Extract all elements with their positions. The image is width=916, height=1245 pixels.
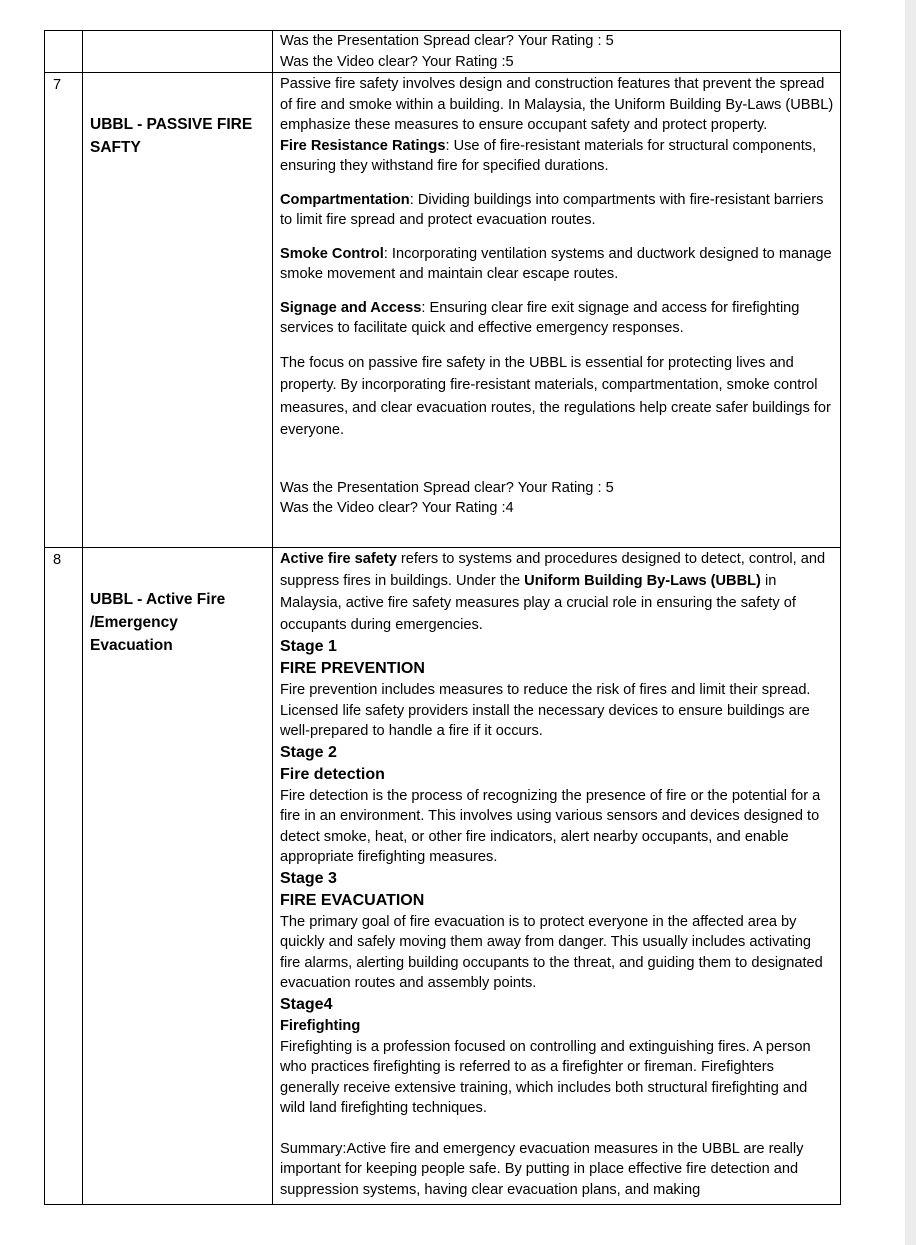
stage-text: Fire prevention includes measures to reduce the risk of fires and limit their spread. Licensed life safety providers install the necessary devices to ensure buildings are well-prepared to handle a fire if it occurs. bbox=[280, 682, 811, 739]
conclusion-paragraph: The focus on passive fire safety in the UBBL is essential for protecting lives and property. By incorporating fire-resistant materials, compartmentation, smoke control measures, and clear evacuation routes, the regulations help create safer buildings for everyone. bbox=[280, 354, 831, 438]
evaluation-table bbox=[44, 30, 841, 1205]
list-item bbox=[280, 136, 834, 177]
item-term: Signage and Access bbox=[280, 299, 422, 316]
intro-paragraph: Passive fire safety involves design and construction features that prevent the spread of fire and smoke within a building. In Malaysia, the Uniform Building By-Laws (UBBL) emphasize these measures to ensure occupant safety and protect property. bbox=[280, 76, 834, 133]
presentation-rating: Was the Presentation Spread clear? Your Rating : 5 bbox=[280, 479, 614, 496]
summary-paragraph: Summary:Active fire and emergency evacuation measures in the UBBL are really important for keeping people safe. By putting in place effective fire detection and suppression systems, having clear evacuation plans, and making bbox=[280, 1140, 804, 1198]
row-content bbox=[273, 73, 841, 548]
stage-label: Stage4 bbox=[280, 995, 333, 1013]
item-term: Smoke Control bbox=[280, 245, 384, 262]
list-item bbox=[280, 244, 834, 285]
stage-text: Fire detection is the process of recognizing the presence of fire or the potential for a fire in an environment. This involves using various sensors and devices designed to detect smoke, heat, or other fire indicators, alert nearby occupants, and enable appropriate firefighting measures. bbox=[280, 787, 821, 865]
row-title: UBBL - Active Fire /Emergency Evacuation bbox=[90, 591, 226, 654]
stage-label: Stage 2 bbox=[280, 743, 337, 761]
row-title: UBBL - PASSIVE FIRE SAFTY bbox=[90, 116, 253, 156]
intro-paragraph: Active fire safety refers to systems and procedures designed to detect, control, and suppress fires in buildings. Under the Uniform Building By-Laws (UBBL) in Malaysia, active fire safety measures play a crucial role in ensuring the safety of occupants during emergencies. bbox=[280, 551, 826, 633]
row-content bbox=[273, 548, 841, 1205]
stage-label: Stage 1 bbox=[280, 638, 337, 655]
table-row bbox=[45, 73, 841, 548]
presentation-rating: Was the Presentation Spread clear? Your Rating : 5 bbox=[280, 33, 614, 49]
stage-text: Firefighting is a profession focused on controlling and extinguishing fires. A person who practices firefighting is referred to as a firefighter or fireman. Firefighters generally receive extensive training, which includes both structural firefighting and wild land firefighting techniques. bbox=[280, 1038, 811, 1116]
rating-cell bbox=[273, 31, 841, 73]
item-term: Compartmentation bbox=[280, 191, 410, 208]
page-edge-shadow bbox=[905, 0, 916, 1245]
stage-heading: Firefighting bbox=[280, 1017, 361, 1034]
list-item bbox=[280, 190, 834, 231]
stage-heading: FIRE PREVENTION bbox=[280, 660, 425, 677]
stage-heading: Fire detection bbox=[280, 765, 385, 783]
row-number: 7 bbox=[53, 77, 62, 93]
row-number: 8 bbox=[53, 552, 62, 568]
item-text: : Incorporating ventilation systems and ductwork designed to manage smoke movement and maintain clear escape routes. bbox=[280, 245, 832, 282]
stage-text: The primary goal of fire evacuation is to protect everyone in the affected area by quickly and safely moving them away from danger. This usually includes activating fire alarms, alerting building occupants to the threat, and guiding them to designated evacuation routes and assembly points. bbox=[280, 913, 823, 991]
stage-heading: FIRE EVACUATION bbox=[280, 891, 425, 909]
table-row bbox=[45, 548, 841, 1205]
item-text: : Ensuring clear fire exit signage and access for firefighting services to facilitate quick and effective emergency responses. bbox=[280, 299, 800, 336]
item-text: : Use of fire-resistant materials for structural components, ensuring they withstand fire for specified durations. bbox=[280, 137, 817, 174]
stage-label: Stage 3 bbox=[280, 869, 337, 887]
list-item bbox=[280, 298, 834, 339]
item-text: : Dividing buildings into compartments with fire-resistant barriers to limit fire spread and protect evacuation routes. bbox=[280, 191, 824, 228]
table-row bbox=[45, 31, 841, 73]
item-term: Fire Resistance Ratings bbox=[280, 137, 446, 154]
video-rating: Was the Video clear? Your Rating :4 bbox=[280, 500, 514, 516]
video-rating: Was the Video clear? Your Rating :5 bbox=[280, 53, 514, 70]
